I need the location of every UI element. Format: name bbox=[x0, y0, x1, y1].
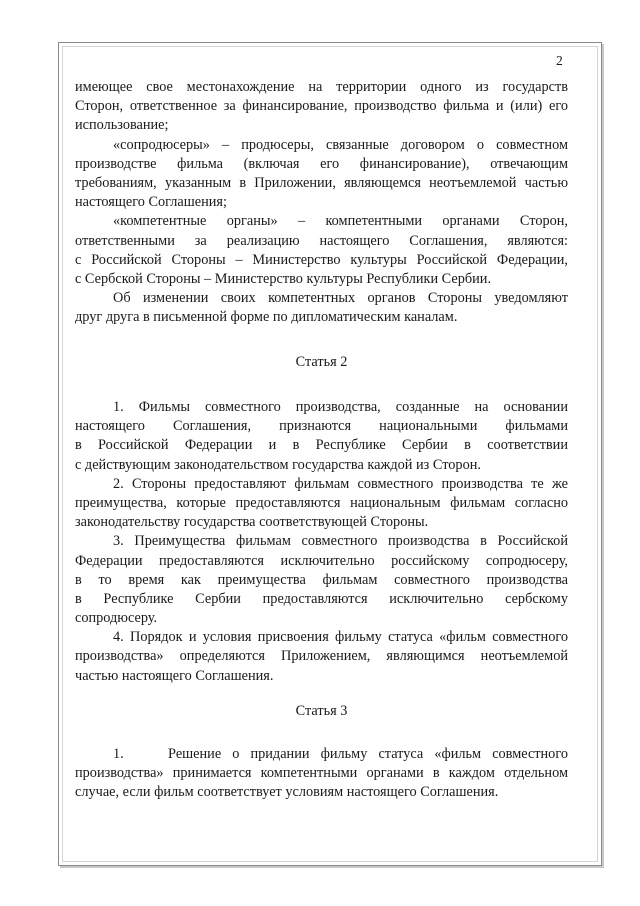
text-line: Об изменении своих компетентных органов Стороны уведомляют bbox=[113, 290, 568, 307]
text-line: Сторон, ответственное за финансирование, производство фильма и (или) его bbox=[75, 98, 568, 115]
text-line: 2. Стороны предоставляют фильмам совместного производства те же bbox=[113, 475, 568, 492]
text-line: настоящего Соглашения, признаются национальными фильмами bbox=[75, 418, 568, 435]
text-line: «компетентные органы» – компетентными органами Сторон, bbox=[113, 213, 568, 230]
article-2-body bbox=[75, 398, 568, 686]
article-2-heading: Статья 2 bbox=[295, 354, 348, 370]
text-line: в то время как преимущества фильмам совместного производства bbox=[75, 571, 568, 588]
article-3-body bbox=[75, 745, 568, 803]
page-number: 2 bbox=[556, 53, 563, 68]
text-line: требованиям, указанным в Приложении, являющемся неотъемлемой частью bbox=[75, 174, 568, 191]
article-3-heading: Статья 3 bbox=[295, 703, 348, 719]
text-line: в Российской Федерации и в Республике Сербии в соответствии bbox=[75, 437, 568, 454]
text-line: с действующим законодательством государства каждой из Сторон. bbox=[75, 456, 481, 473]
text-line: преимущества, которые предоставляются национальным фильмам согласно bbox=[75, 494, 568, 511]
text-line: 1. Фильмы совместного производства, созданные на основании bbox=[113, 399, 568, 415]
text-line: настоящего Соглашения; bbox=[75, 194, 227, 211]
text-line: Федерации предоставляются исключительно российскому сопродюсеру, bbox=[75, 552, 568, 569]
text-line: производства» определяются Приложением, являющимся неотъемлемой bbox=[75, 648, 568, 665]
text-line: производстве фильма (включая его финансирование), отвечающим bbox=[75, 155, 568, 172]
text-line: сопродюсеру. bbox=[75, 610, 158, 627]
text-line: с Сербской Стороны – Министерство культуры Республики Сербии. bbox=[75, 270, 492, 287]
text-line: законодательству государства соответствующей Стороны. bbox=[75, 514, 429, 531]
text-line: в Республике Сербии предоставляются исключительно сербскому bbox=[75, 590, 568, 607]
text-line: «сопродюсеры» – продюсеры, связанные договором о совместном bbox=[113, 136, 568, 153]
text-line: 4. Порядок и условия присвоения фильму статуса «фильм совместного bbox=[113, 629, 568, 646]
text-line: 1. Решение о придании фильму статуса «фильм совместного bbox=[113, 746, 568, 762]
text-line: случае, если фильм соответствует условиям настоящего Соглашения. bbox=[75, 784, 499, 801]
text-line: ответственными за реализацию настоящего Соглашения, являются: bbox=[75, 232, 568, 249]
text-line: частью настоящего Соглашения. bbox=[75, 667, 274, 684]
text-line: производства» принимается компетентными органами в каждом отдельном bbox=[75, 765, 568, 782]
text-line: 3. Преимущества фильмам совместного производства в Российской bbox=[113, 533, 568, 550]
paragraphs-definitions bbox=[75, 78, 568, 327]
text-line: использование; bbox=[75, 117, 169, 134]
text-line: с Российской Стороны – Министерство культуры Российской Федерации, bbox=[75, 251, 568, 268]
text-line: имеющее свое местонахождение на территории одного из государств bbox=[75, 79, 568, 95]
text-line: друг друга в письменной форме по дипломатическим каналам. bbox=[75, 309, 458, 326]
